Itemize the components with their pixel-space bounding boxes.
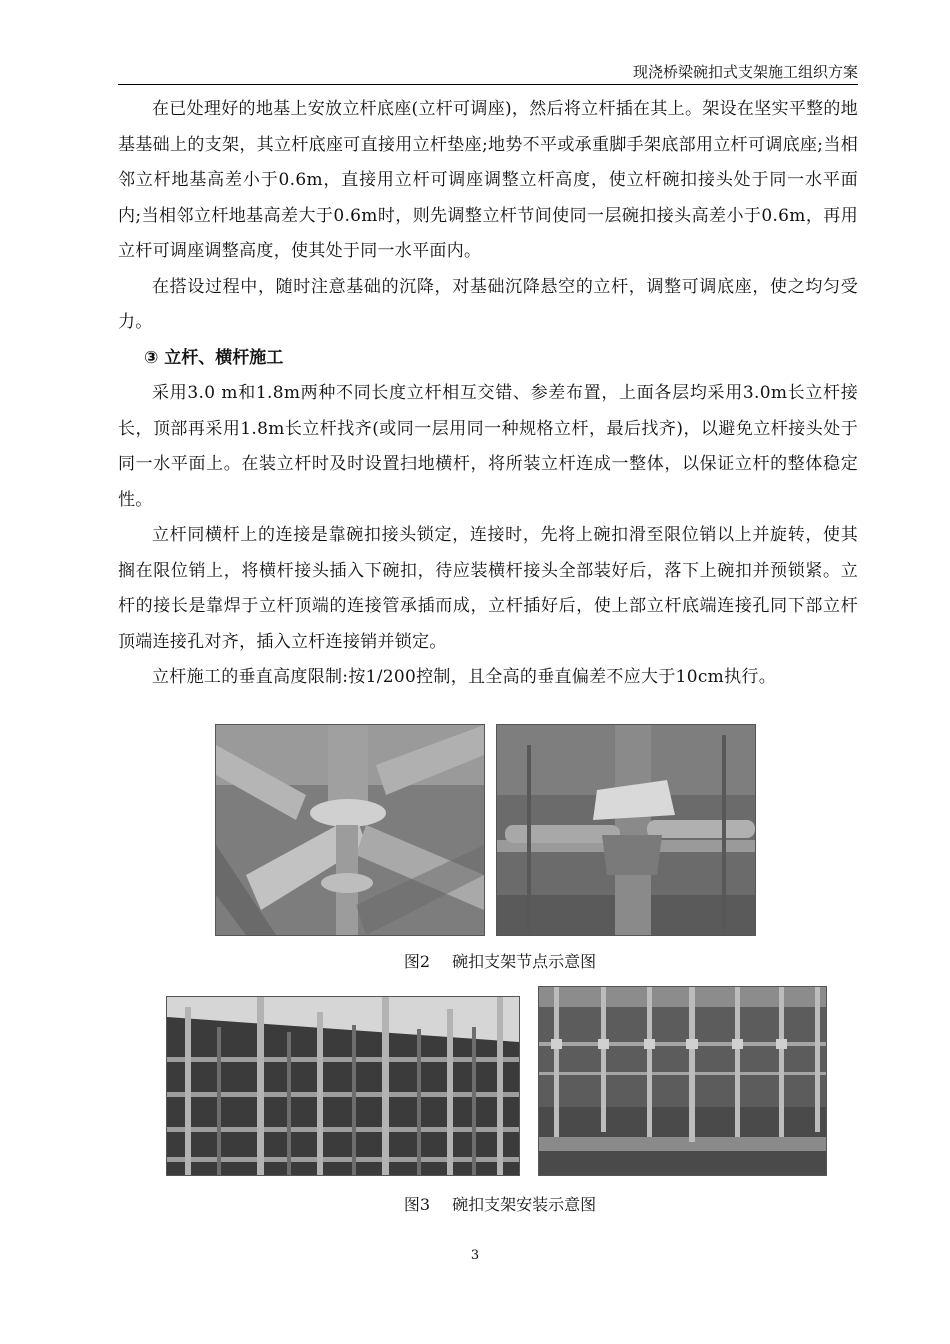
paragraph-vertical-limit: 立杆施工的垂直高度限制:按1/200控制，且全高的垂直偏差不应大于10cm执行。 [152, 667, 776, 687]
figure2-title: 碗扣支架节点示意图 [452, 952, 597, 971]
photo-cup-joint-assembled [496, 724, 756, 936]
paragraph-pole-layout: 采用3.0 m和1.8m两种不同长度立杆相互交错、参差布置，上面各层均采用3.0m长立杆接长，顶部再采用1.8m长立杆找齐(或同一层用同一种规格立杆，最后找齐)，以避免立杆接头处于同一水平面上。在装立杆时及时设置扫地横杆，将所装立杆连成一整体，以保证立杆的整体稳定性。 [118, 383, 858, 510]
photo-scaffold-frame-under-formwork [166, 996, 520, 1176]
paragraph-settlement: 在搭设过程中，随时注意基础的沉降，对基础沉降悬空的立杆，调整可调底座，使之均匀受力。 [118, 276, 858, 332]
figure3-title: 碗扣支架安装示意图 [452, 1195, 597, 1214]
page-number: 3 [470, 1248, 480, 1263]
photo-scaffold-poles-on-ground [538, 986, 827, 1176]
section-heading: ③ 立杆、横杆施工 [144, 347, 284, 368]
figure2-number: 图2 [403, 952, 431, 971]
photo-cup-joint-closeup [215, 724, 485, 936]
running-header [118, 62, 858, 85]
paragraph-base-installation: 在已处理好的地基上安放立杆底座(立杆可调座)，然后将立杆插在其上。架设在坚实平整的地基基础上的支架，其立杆底座可直接用立杆垫座;地势不平或承重脚手架底部用立杆可调底座;当相邻立杆地基高差小于0.6m，直接用立杆可调座调整立杆高度，使立杆碗扣接头处于同一水平面内;当相邻立杆地基高差大于0.6m时，则先调整立杆节间使同一层碗扣接头高差小于0.6m，再用立杆可调座调整高度，使其处于同一水平面内。 [118, 99, 858, 261]
paragraph-joint-connection: 立杆同横杆上的连接是靠碗扣接头锁定，连接时，先将上碗扣滑至限位销以上并旋转，使其搁在限位销上，将横杆接头插入下碗扣，待应装横杆接头全部装好后，落下上碗扣并预锁紧。立杆的接长是靠焊于立杆顶端的连接管承插而成，立杆插好后，使上部立杆底端连接孔同下部立杆顶端连接孔对齐，插入立杆连接销并锁定。 [118, 525, 858, 652]
figure3-caption [300, 1195, 700, 1215]
figure2-caption [300, 952, 700, 972]
header-title: 现浇桥梁碗扣式支架施工组织方案 [632, 63, 858, 81]
figure3-number: 图3 [403, 1195, 431, 1214]
body-text [118, 92, 858, 696]
